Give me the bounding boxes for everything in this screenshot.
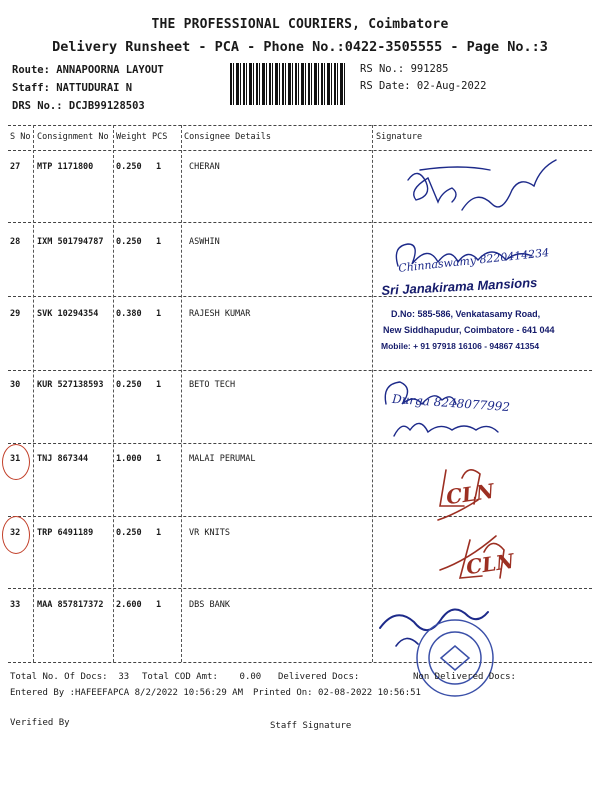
rs-date-field: RS Date: 02-Aug-2022 [360, 80, 487, 92]
row-consignee: ASWHIN [189, 237, 220, 247]
column-divider [372, 125, 373, 662]
stamp-name: Sri Janakirama Mansions [381, 274, 538, 298]
row-weight: 2.600 [116, 600, 142, 610]
row-sno: 32 [10, 528, 21, 538]
row-pcs: 1 [156, 454, 162, 464]
col-header-consignee: Consignee Details [184, 132, 271, 142]
col-header-weight: Weight [116, 132, 147, 142]
header-rule [8, 150, 592, 151]
row-divider [8, 516, 592, 517]
verified-by-label: Verified By [10, 718, 70, 728]
row-sno: 33 [10, 600, 21, 610]
row-divider [8, 443, 592, 444]
row-consignment-no: TNJ 867344 [37, 454, 89, 464]
row-sno: 29 [10, 309, 21, 319]
col-header-pcs: PCS [152, 132, 168, 142]
row-pcs: 1 [156, 309, 162, 319]
total-docs: Total No. Of Docs: 33 [10, 672, 130, 682]
row-consignee: CHERAN [189, 162, 220, 172]
staff-signature-label: Staff Signature [270, 721, 352, 731]
row-sno: 31 [10, 454, 21, 464]
col-header-signature: Signature [376, 132, 423, 142]
row-consignee: BETO TECH [189, 380, 236, 390]
row-divider [8, 588, 592, 589]
row-pcs: 1 [156, 237, 162, 247]
row-consignee: VR KNITS [189, 528, 230, 538]
company-title: THE PROFESSIONAL COURIERS, Coimbatore [151, 17, 449, 32]
handwritten-row28: Chinnaswamy 8220414234 [397, 246, 550, 275]
barcode-image [230, 63, 346, 105]
row-consignee: RAJESH KUMAR [189, 309, 251, 319]
row-consignment-no: TRP 6491189 [37, 528, 94, 538]
handwritten-row30: Durga 8248077992 [391, 391, 511, 415]
row-divider [8, 222, 592, 223]
row-weight: 0.250 [116, 528, 142, 538]
row-consignment-no: SVK 10294354 [37, 309, 99, 319]
drs-number-field: DRS No.: DCJB99128503 [12, 100, 145, 112]
row-divider [8, 296, 592, 297]
red-circle-mark [2, 516, 30, 554]
table-top-rule [8, 125, 592, 126]
row-sno: 28 [10, 237, 21, 247]
runsheet-subtitle: Delivery Runsheet - PCA - Phone No.:0422-3505555 - Page No.:3 [52, 39, 548, 55]
row-pcs: 1 [156, 600, 162, 610]
stamp-address-1: D.No: 585-586, Venkatasamy Road, [391, 309, 541, 319]
row-pcs: 1 [156, 162, 162, 172]
non-delivered-docs: Non Delivered Docs: [413, 672, 516, 682]
row-weight: 0.250 [116, 162, 142, 172]
stamp-mobile: Mobile: + 91 97918 16106 - 94867 41354 [381, 341, 540, 351]
entered-by: Entered By :HAFEEFAPCA 8/2/2022 10:56:29 AM [10, 688, 243, 698]
row-pcs: 1 [156, 380, 162, 390]
handwritten-row32: CLN [464, 548, 516, 580]
row-sno: 27 [10, 162, 21, 172]
row-divider [8, 370, 592, 371]
row-consignment-no: IXM 501794787 [37, 237, 104, 247]
row-consignee: DBS BANK [189, 600, 230, 610]
row-sno: 30 [10, 380, 21, 390]
row-consignee: MALAI PERUMAL [189, 454, 256, 464]
row-weight: 0.250 [116, 380, 142, 390]
row-weight: 1.000 [116, 454, 142, 464]
printed-on: Printed On: 02-08-2022 10:56:51 [253, 688, 421, 698]
col-header-consignment: Consignment No [37, 132, 109, 142]
total-cod-amount: Total COD Amt: 0.00 [142, 672, 262, 682]
route-field: Route: ANNAPOORNA LAYOUT [12, 64, 164, 76]
delivered-docs: Delivered Docs: [278, 672, 360, 682]
row-weight: 0.380 [116, 309, 142, 319]
rs-number-field: RS No.: 991285 [360, 63, 449, 75]
handwritten-row31: CLN [444, 478, 496, 510]
column-divider [33, 125, 34, 662]
staff-field: Staff: NATTUDURAI N [12, 82, 133, 94]
row-pcs: 1 [156, 528, 162, 538]
red-circle-mark [2, 444, 30, 480]
column-divider [113, 125, 114, 662]
column-divider [181, 125, 182, 662]
row-consignment-no: MAA 857817372 [37, 600, 104, 610]
row-weight: 0.250 [116, 237, 142, 247]
row-consignment-no: KUR 527138593 [37, 380, 104, 390]
row-consignment-no: MTP 1171800 [37, 162, 94, 172]
stamp-address-2: New Siddhapudur, Coimbatore - 641 044 [383, 325, 555, 335]
col-header-sno: S No [10, 132, 31, 142]
table-bottom-rule [8, 662, 592, 663]
